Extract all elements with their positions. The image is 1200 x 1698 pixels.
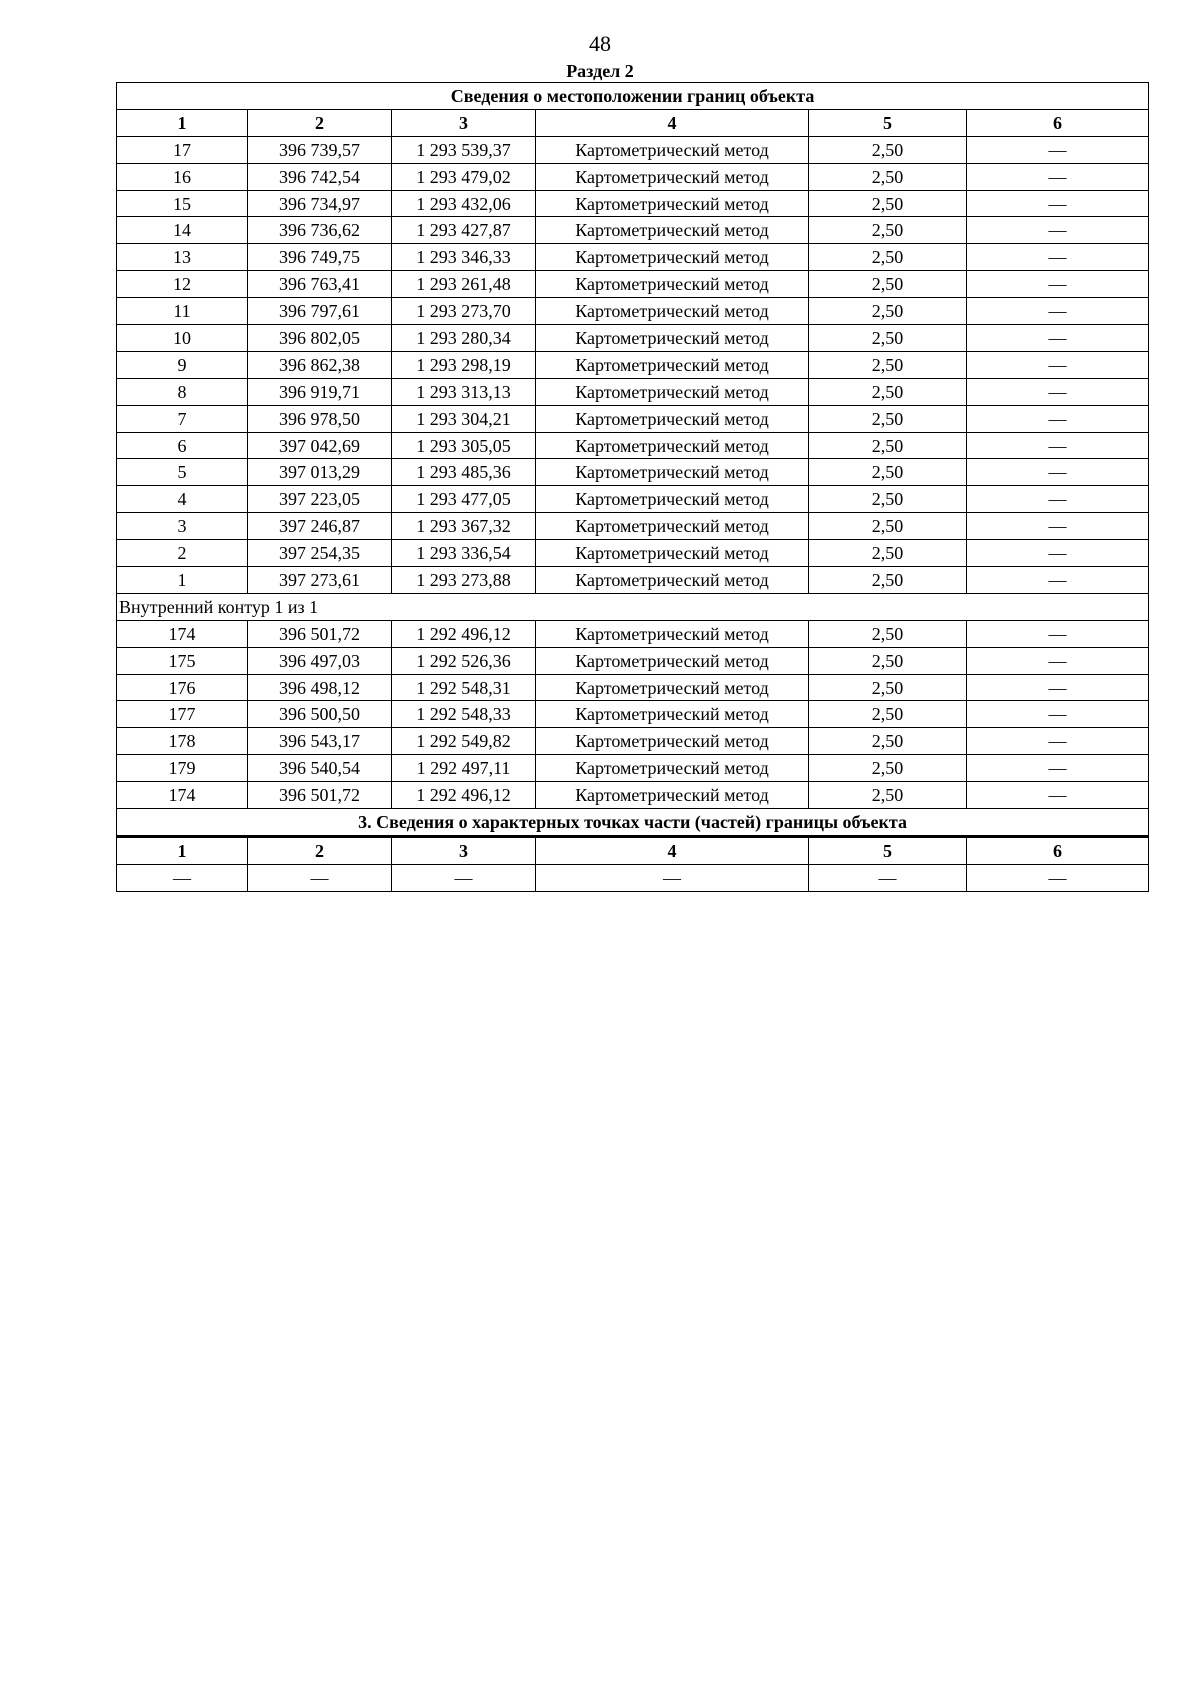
section3-caption-row [117,809,1149,837]
table-cell: 1 293 261,48 [392,271,536,298]
table-cell: 8 [117,378,248,405]
table-cell: — [967,298,1149,325]
table-cell: — [967,486,1149,513]
table-cell: 1 293 539,37 [392,136,536,163]
table-cell: 1 292 496,12 [392,620,536,647]
table-cell: — [967,540,1149,567]
table-cell: 396 862,38 [248,351,392,378]
table-cell: 1 292 497,11 [392,755,536,782]
table-cell: 2,50 [809,647,967,674]
column-number: 2 [248,109,392,136]
table-cell: 2,50 [809,298,967,325]
table-cell: — [967,755,1149,782]
table-cell: 396 497,03 [248,647,392,674]
table-cell: — [536,864,809,891]
table-cell: Картометрический метод [536,459,809,486]
table-cell: 2 [117,540,248,567]
table-cell: 396 978,50 [248,405,392,432]
table-cell: Картометрический метод [536,620,809,647]
table-cell: — [967,567,1149,594]
table-cell: — [967,190,1149,217]
column-number: 5 [809,109,967,136]
column-number: 4 [536,109,809,136]
table-cell: Картометрический метод [536,271,809,298]
table-cell: 1 292 526,36 [392,647,536,674]
table-cell: — [809,864,967,891]
table-cell: 396 749,75 [248,244,392,271]
table-cell: 1 293 313,13 [392,378,536,405]
table-cell: 397 254,35 [248,540,392,567]
table-cell: Картометрический метод [536,163,809,190]
table-cell: 2,50 [809,620,967,647]
table-row [117,163,1149,190]
table-cell: 2,50 [809,755,967,782]
table-cell: Картометрический метод [536,217,809,244]
table-cell: 1 293 432,06 [392,190,536,217]
table-cell: 2,50 [809,674,967,701]
table-row [117,701,1149,728]
page-number: 48 [589,31,611,56]
table-cell: Картометрический метод [536,513,809,540]
column-number: 1 [117,836,248,864]
table-row [117,513,1149,540]
table-row [117,782,1149,809]
inner-contour-label: Внутренний контур 1 из 1 [117,593,1149,620]
table-cell: — [248,864,392,891]
table-row [117,136,1149,163]
table-cell: 397 223,05 [248,486,392,513]
column-number: 2 [248,836,392,864]
table-cell: 2,50 [809,567,967,594]
table-caption: Сведения о местоположении границ объекта [117,83,1149,110]
table-cell: 174 [117,782,248,809]
table-cell: 396 919,71 [248,378,392,405]
table-cell: 396 802,05 [248,325,392,352]
table-cell: Картометрический метод [536,432,809,459]
table-row [117,540,1149,567]
table-cell: 13 [117,244,248,271]
table-cell: 2,50 [809,271,967,298]
table-cell: 396 734,97 [248,190,392,217]
table-row [117,567,1149,594]
table-cell: 174 [117,620,248,647]
table-cell: — [967,325,1149,352]
table-cell: — [967,136,1149,163]
table-cell: 11 [117,298,248,325]
table-row [117,244,1149,271]
table-row [117,217,1149,244]
table-cell: — [967,701,1149,728]
table-cell: — [967,782,1149,809]
table-cell: 2,50 [809,782,967,809]
table-cell: 1 293 336,54 [392,540,536,567]
table-cell: 2,50 [809,378,967,405]
table-cell: 10 [117,325,248,352]
table-row [117,298,1149,325]
table-cell: 6 [117,432,248,459]
table-cell: Картометрический метод [536,647,809,674]
table-cell: — [967,647,1149,674]
table-cell: 1 293 304,21 [392,405,536,432]
table-cell: — [967,864,1149,891]
table-cell: 2,50 [809,432,967,459]
table-cell: — [967,459,1149,486]
table-row [117,351,1149,378]
table-row [117,405,1149,432]
table-row [117,190,1149,217]
table-cell: Картометрический метод [536,755,809,782]
table-cell: Картометрический метод [536,701,809,728]
column-number: 6 [967,109,1149,136]
table-caption-row [117,83,1149,110]
table-cell: 397 273,61 [248,567,392,594]
table-cell: — [967,405,1149,432]
table-cell: Картометрический метод [536,728,809,755]
table-cell: 17 [117,136,248,163]
table-cell: 1 292 548,33 [392,701,536,728]
table-cell: — [967,674,1149,701]
table-cell: 4 [117,486,248,513]
table-cell: 396 501,72 [248,782,392,809]
table-cell: Картометрический метод [536,351,809,378]
column-numbers-row [117,109,1149,136]
table-cell: Картометрический метод [536,782,809,809]
table-cell: 16 [117,163,248,190]
table-cell: 396 540,54 [248,755,392,782]
boundary-table [116,82,1149,892]
table-cell: Картометрический метод [536,405,809,432]
table-cell: 397 246,87 [248,513,392,540]
table-row [117,459,1149,486]
table-row [117,647,1149,674]
table-cell: 2,50 [809,190,967,217]
section-title: Раздел 2 [566,61,634,81]
table-cell: 397 013,29 [248,459,392,486]
table-cell: 1 293 485,36 [392,459,536,486]
table-cell: 176 [117,674,248,701]
table-cell: 1 293 273,70 [392,298,536,325]
table-cell: Картометрический метод [536,486,809,513]
table-cell: 1 293 305,05 [392,432,536,459]
table-cell: 178 [117,728,248,755]
table-cell: — [967,163,1149,190]
table-row [117,674,1149,701]
table-cell: Картометрический метод [536,190,809,217]
table-cell: Картометрический метод [536,325,809,352]
table-cell: 1 292 548,31 [392,674,536,701]
table-row [117,755,1149,782]
table-cell: 2,50 [809,540,967,567]
table-cell: 5 [117,459,248,486]
table-cell: 2,50 [809,459,967,486]
table-cell: 177 [117,701,248,728]
table-cell: 2,50 [809,136,967,163]
column-number: 4 [536,836,809,864]
table-cell: 1 293 367,32 [392,513,536,540]
table-cell: 7 [117,405,248,432]
table-cell: — [967,217,1149,244]
table-cell: — [392,864,536,891]
table-cell: 396 500,50 [248,701,392,728]
table-cell: — [967,728,1149,755]
table-cell: 1 [117,567,248,594]
table-cell: 1 293 477,05 [392,486,536,513]
section3-row [117,864,1149,891]
table-cell: — [967,378,1149,405]
table-cell: 2,50 [809,728,967,755]
section3-caption: 3. Сведения о характерных точках части (частей) границы объекта [117,809,1149,837]
table-cell: 2,50 [809,244,967,271]
table-cell: 2,50 [809,701,967,728]
table-row [117,486,1149,513]
table-cell: Картометрический метод [536,567,809,594]
table-cell: 2,50 [809,325,967,352]
table-row [117,432,1149,459]
table-cell: Картометрический метод [536,244,809,271]
table-cell: 1 293 298,19 [392,351,536,378]
table-cell: 2,50 [809,351,967,378]
column-number: 5 [809,836,967,864]
table-cell: — [967,620,1149,647]
table-cell: 1 293 346,33 [392,244,536,271]
table-cell: — [117,864,248,891]
column-number: 3 [392,836,536,864]
table-cell: 1 293 479,02 [392,163,536,190]
table-cell: — [967,271,1149,298]
table-cell: 12 [117,271,248,298]
table-cell: 15 [117,190,248,217]
table-cell: 3 [117,513,248,540]
table-row [117,378,1149,405]
table-cell: Картометрический метод [536,674,809,701]
inner-contour-row [117,593,1149,620]
table-row [117,271,1149,298]
table-cell: 2,50 [809,486,967,513]
table-cell: Картометрический метод [536,298,809,325]
table-row [117,728,1149,755]
table-cell: 396 763,41 [248,271,392,298]
table-cell: Картометрический метод [536,540,809,567]
column-number: 3 [392,109,536,136]
table-cell: 14 [117,217,248,244]
table-cell: 396 498,12 [248,674,392,701]
table-cell: 397 042,69 [248,432,392,459]
table-cell: 179 [117,755,248,782]
table-cell: — [967,244,1149,271]
table-cell: 396 543,17 [248,728,392,755]
table-cell: 1 292 549,82 [392,728,536,755]
table-cell: 2,50 [809,163,967,190]
table-cell: 175 [117,647,248,674]
table-cell: 2,50 [809,405,967,432]
table-cell: 396 501,72 [248,620,392,647]
section3-column-numbers-row [117,836,1149,864]
table-cell: 2,50 [809,217,967,244]
table-cell: 1 292 496,12 [392,782,536,809]
column-number: 6 [967,836,1149,864]
table-row [117,325,1149,352]
table-cell: Картометрический метод [536,378,809,405]
table-cell: — [967,513,1149,540]
column-number: 1 [117,109,248,136]
table-cell: 2,50 [809,513,967,540]
table-cell: 1 293 280,34 [392,325,536,352]
table-cell: 9 [117,351,248,378]
table-cell: 396 797,61 [248,298,392,325]
table-row [117,620,1149,647]
table-cell: 396 736,62 [248,217,392,244]
table-cell: — [967,432,1149,459]
table-cell: 396 739,57 [248,136,392,163]
table-cell: 1 293 273,88 [392,567,536,594]
table-cell: 1 293 427,87 [392,217,536,244]
table-cell: Картометрический метод [536,136,809,163]
table-cell: 396 742,54 [248,163,392,190]
table-cell: — [967,351,1149,378]
